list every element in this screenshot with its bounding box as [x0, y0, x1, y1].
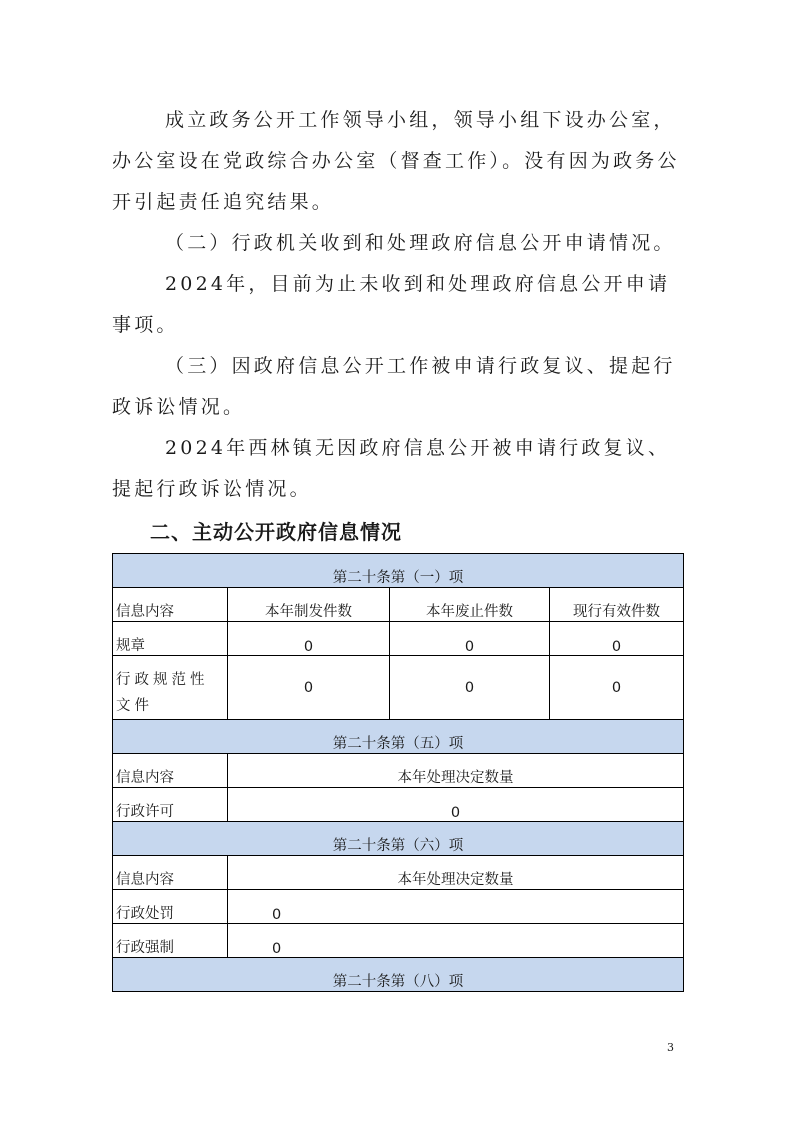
- section-heading-proactive-disclosure: 二、主动公开政府信息情况: [150, 520, 402, 544]
- table-section-header: [113, 822, 684, 856]
- table-row: [113, 788, 684, 822]
- row-label: 行政处罚: [113, 890, 228, 924]
- paragraph-section-3-heading: （三）因政府信息公开工作被申请行政复议、提起行政诉讼情况。: [112, 355, 676, 418]
- column-header-content: 信息内容: [113, 588, 228, 622]
- section-title-article-20-5: 第二十条第（五）项: [113, 720, 684, 754]
- table-section-header: [113, 554, 684, 588]
- row-label: 行政强制: [113, 924, 228, 958]
- table-section-header: [113, 720, 684, 754]
- row-label: 规章: [113, 622, 228, 656]
- column-header-issued: 本年制发件数: [228, 588, 390, 622]
- paragraph-applications-received: 2024年，目前为止未收到和处理政府信息公开申请事项。: [112, 273, 671, 336]
- table-row: [113, 622, 684, 656]
- paragraph-section-2-heading: （二）行政机关收到和处理政府信息公开申请情况。: [165, 232, 676, 254]
- section-title-article-20-1: 第二十条第（一）项: [113, 554, 684, 588]
- table-header-row: [113, 856, 684, 890]
- table-row: [113, 656, 684, 720]
- section-title-article-20-8: 第二十条第（八）项: [113, 958, 684, 992]
- column-header-decisions: 本年处理决定数量: [228, 754, 684, 788]
- page-number: 3: [667, 1041, 674, 1054]
- cell-decisions: 0: [228, 924, 684, 958]
- section-title-article-20-6: 第二十条第（六）项: [113, 822, 684, 856]
- cell-abolished: 0: [390, 622, 550, 656]
- cell-valid: 0: [550, 622, 684, 656]
- row-label: 行政许可: [113, 788, 228, 822]
- column-header-abolished: 本年废止件数: [390, 588, 550, 622]
- cell-valid: 0: [550, 656, 684, 720]
- paragraph-review-litigation: 2024年西林镇无因政府信息公开被申请行政复议、提起行政诉讼情况。: [112, 437, 671, 500]
- column-header-content: 信息内容: [113, 856, 228, 890]
- cell-decisions: 0: [228, 890, 684, 924]
- cell-issued: 0: [228, 656, 390, 720]
- column-header-valid: 现行有效件数: [550, 588, 684, 622]
- table-header-row: [113, 588, 684, 622]
- column-header-decisions: 本年处理决定数量: [228, 856, 684, 890]
- cell-issued: 0: [228, 622, 390, 656]
- column-header-content: 信息内容: [113, 754, 228, 788]
- cell-abolished: 0: [390, 656, 550, 720]
- table-row: [113, 924, 684, 958]
- cell-decisions: 0: [228, 788, 684, 822]
- row-label: 行政规范性文件: [113, 656, 228, 720]
- table-row: [113, 890, 684, 924]
- table-header-row: [113, 754, 684, 788]
- table-section-header: [113, 958, 684, 992]
- disclosure-table: [112, 553, 684, 992]
- paragraph-leadership-group: 成立政务公开工作领导小组，领导小组下设办公室，办公室设在党政综合办公室（督查工作）。没有因为政务公开引起责任追究结果。: [112, 109, 680, 213]
